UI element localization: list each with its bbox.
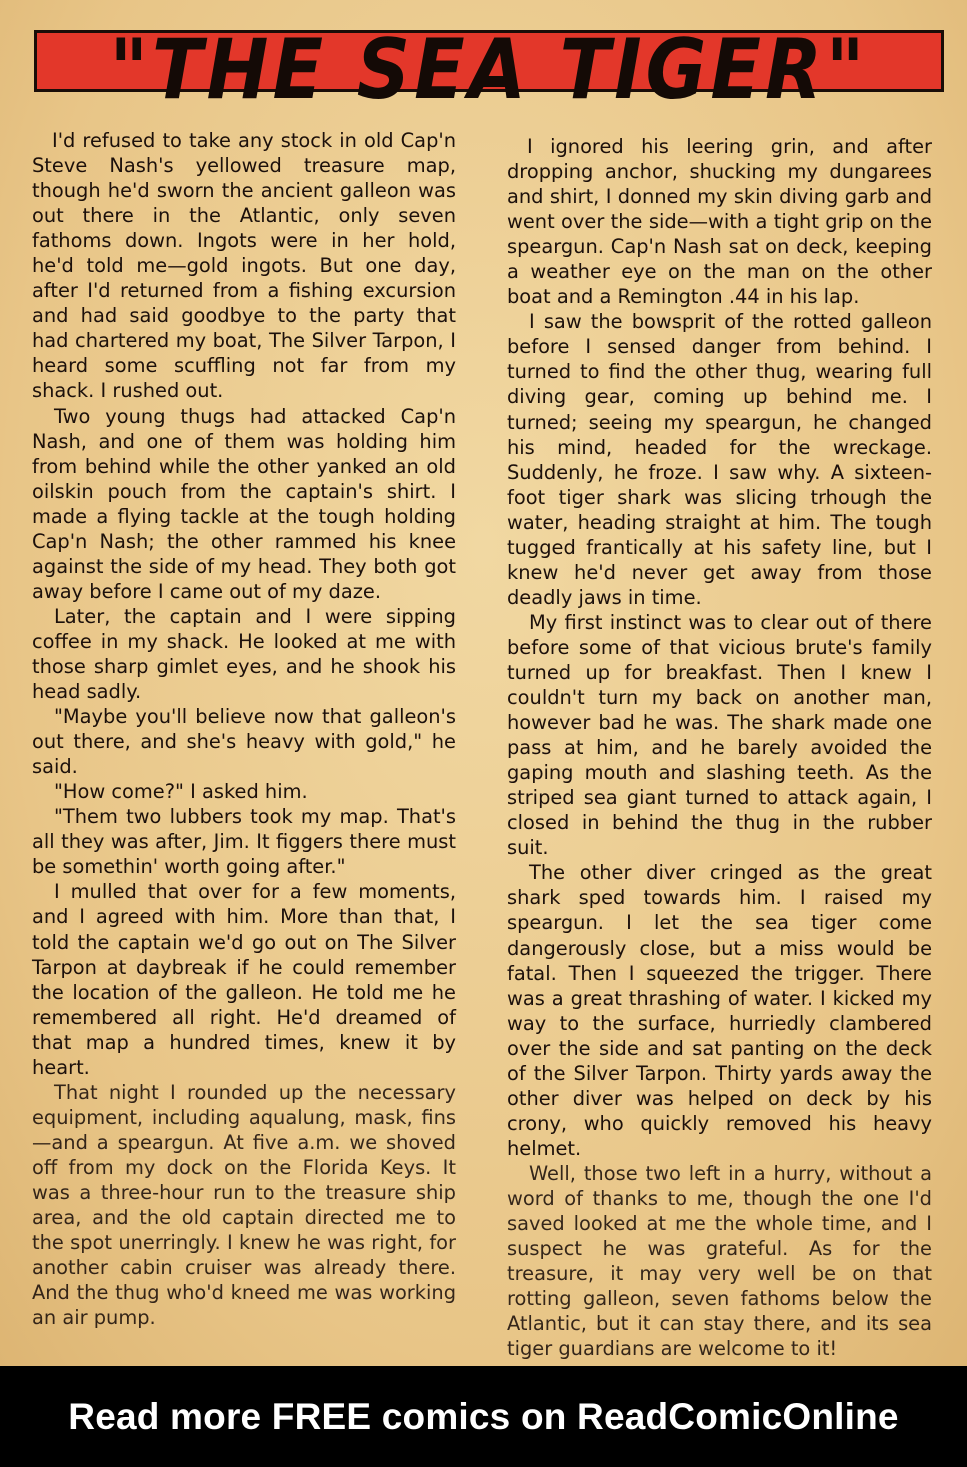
paragraph: "How come?" I asked him. (54, 780, 308, 804)
paragraph: Well, those two left in a hurry, without a word of thanks to me, though the one I'd saved looked at me the whole time, and I suspect he was grateful. As for the treasure, it may very well be on that rotting galleon, seven fathoms below the Atlantic, but it can stay there, and its sea tiger guardians are welcome to it! (507, 1161, 932, 1361)
promo-footer[interactable] (0, 1366, 967, 1467)
paragraph: I saw the bowsprit of the rotted galleon before I sensed danger from behind. I turned to find the other thug, wearing full diving gear, coming up behind me. I turned; seeing my speargun, he changed his mind, headed for the wreckage. Suddenly, he froze. I saw why. A sixteen-foot tiger shark was slicing trhough the water, heading straight at him. The tough tugged frantically at his safety line, but I knew he'd never get away from those deadly jaws in time. (507, 310, 932, 609)
right-text-column (507, 134, 932, 1361)
paragraph: I ignored his leering grin, and after dropping anchor, shucking my dungarees and shirt, I donned my skin diving garb and went over the side—with a tight grip on the speargun. Cap'n Nash sat on deck, keeping a weather eye on the man on the other boat and a Remington .44 in his lap. (507, 135, 932, 309)
paragraph: My first instinct was to clear out of there before some of that vicious brute's family turned up for breakfast. Then I knew I couldn't turn my back on another man, however bad he was. The shark made one pass at him, and he barely avoided the gaping mouth and slashing teeth. As the striped sea giant turned to attack again, I closed in behind the thug in the rubber suit. (507, 610, 932, 860)
promo-link-text[interactable]: Read more FREE comics on ReadComicOnline (68, 1395, 899, 1437)
story-title: "THE SEA TIGER" (109, 21, 869, 119)
paragraph: "Maybe you'll believe now that galleon's out there, and she's heavy with gold," he said. (32, 705, 456, 779)
paragraph: Later, the captain and I were sipping coffee in my shack. He looked at me with those sharp gimlet eyes, and he shook his head sadly. (32, 604, 456, 704)
paragraph: "Them two lubbers took my map. That's all they was after, Jim. It figgers there must be somethin' worth going after." (32, 805, 456, 879)
paragraph: I'd refused to take any stock in old Cap'n Steve Nash's yellowed treasure map, though he'd sworn the ancient galleon was out there in the Atlantic, only seven fathoms down. Ingots were in her hold, he'd told me—gold ingots. But one day, after I'd returned from a fishing excursion and had said goodbye to the party that had chartered my boat, The Silver Tarpon, I heard some scuffling not far from my shack. I rushed out. (32, 129, 456, 403)
paragraph: Two young thugs had attacked Cap'n Nash, and one of them was holding him from behind while the other yanked an old oilskin pouch from the captain's shirt. I made a flying tackle at the tough holding Cap'n Nash; the other rammed his knee against the side of my head. They both got away before I came out of my daze. (32, 404, 456, 603)
left-text-column (32, 128, 456, 1330)
paragraph: The other diver cringed as the great shark sped towards him. I raised my speargun. I let the sea tiger come dangerously close, but a miss would be fatal. Then I squeezed the trigger. There was a great thrashing of water. I kicked my way to the surface, hurriedly clambered over the side and sat panting on the deck of the Silver Tarpon. Thirty yards away the other diver was helped on deck by his crony, who quickly removed his heavy helmet. (507, 861, 932, 1160)
paragraph: That night I rounded up the necessary equipment, including aqualung, mask, fins—and a speargun. At five a.m. we shoved off from my dock on the Florida Keys. It was a three-hour run to the treasure ship area, and the old captain directed me to the spot unerringly. I knew he was right, for another cabin cruiser was already there. And the thug who'd kneed me was working an air pump. (32, 1080, 456, 1330)
paragraph: I mulled that over for a few moments, and I agreed with him. More than that, I told the captain we'd go out on The Silver Tarpon at daybreak if he could remember the location of the galleon. He told me he remembered all right. He'd dreamed of that map a hundred times, knew it by heart. (32, 880, 456, 1079)
